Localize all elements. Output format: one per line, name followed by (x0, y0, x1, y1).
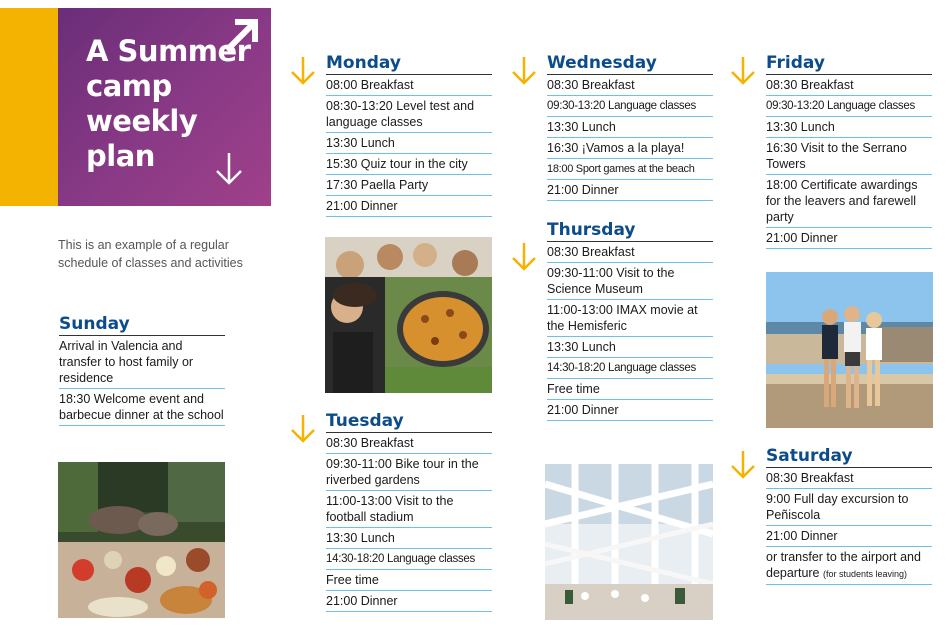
schedule-entry: Arrival in Valencia and transfer to host family or residence (59, 336, 225, 389)
schedule-entry: 18:30 Welcome event and barbecue dinner at the school (59, 389, 225, 426)
arrow-down-icon (511, 242, 537, 272)
schedule-entry: 08:30 Breakfast (547, 242, 713, 263)
day-title: Friday (766, 53, 932, 75)
schedule-entry: 14:30-18:20 Language classes (547, 358, 713, 379)
schedule-entry: 08:30 Breakfast (326, 433, 492, 454)
science-museum-photo (545, 464, 713, 620)
schedule-entry: or transfer to the airport and departure (for students leaving) (766, 547, 932, 585)
schedule-entry: 09:30-13:20 Language classes (766, 96, 932, 117)
schedule-entry: 09:30-11:00 Bike tour in the riverbed gardens (326, 454, 492, 491)
serrano-towers-photo (766, 272, 933, 428)
day-title: Wednesday (547, 53, 713, 75)
schedule-entry: 09:30-13:20 Language classes (547, 96, 713, 117)
day-title: Monday (326, 53, 492, 75)
day-monday (326, 53, 492, 217)
day-wednesday (547, 53, 713, 201)
schedule-entry: 11:00-13:00 IMAX movie at the Hemisferic (547, 300, 713, 337)
schedule-entry: 13:30 Lunch (547, 117, 713, 138)
day-title: Tuesday (326, 411, 492, 433)
arrow-down-icon (730, 450, 756, 480)
accent-bar (0, 8, 58, 206)
arrow-down-icon (511, 56, 537, 86)
schedule-entry: 08:30-13:20 Level test and language classes (326, 96, 492, 133)
schedule-entry: 13:30 Lunch (326, 528, 492, 549)
schedule-entry: 21:00 Dinner (547, 400, 713, 421)
day-tuesday (326, 411, 492, 612)
schedule-entry: 21:00 Dinner (766, 228, 932, 249)
day-sunday (59, 314, 225, 426)
schedule-entry: Free time (547, 379, 713, 400)
schedule-entry: 11:00-13:00 Visit to the football stadium (326, 491, 492, 528)
day-title: Thursday (547, 220, 713, 242)
schedule-entry: 17:30 Paella Party (326, 175, 492, 196)
schedule-entry: Free time (326, 570, 492, 591)
schedule-entry: 08:30 Breakfast (766, 75, 932, 96)
schedule-entry: 08:30 Breakfast (766, 468, 932, 489)
schedule-entry: 13:30 Lunch (326, 133, 492, 154)
day-friday (766, 53, 932, 249)
arrow-down-icon (213, 151, 245, 187)
schedule-entry: 15:30 Quiz tour in the city (326, 154, 492, 175)
footnote: (for students leaving) (822, 569, 908, 579)
day-title: Saturday (766, 446, 932, 468)
schedule-entry: 21:00 Dinner (766, 526, 932, 547)
day-title: Sunday (59, 314, 225, 336)
schedule-entry: 21:00 Dinner (326, 591, 492, 612)
schedule-entry: 16:30 Visit to the Serrano Towers (766, 138, 932, 175)
schedule-entry: 18:00 Certificate awardings for the leavers and farewell party (766, 175, 932, 228)
day-saturday (766, 446, 932, 585)
schedule-entry: 13:30 Lunch (766, 117, 932, 138)
barbecue-photo (58, 462, 225, 618)
arrow-down-icon (290, 414, 316, 444)
schedule-entry: 08:30 Breakfast (547, 75, 713, 96)
arrow-down-icon (290, 56, 316, 86)
title-line: camp (86, 69, 172, 103)
arrow-down-icon (730, 56, 756, 86)
title-line: weekly (86, 104, 198, 138)
schedule-entry: 09:30-11:00 Visit to the Science Museum (547, 263, 713, 300)
schedule-entry: 16:30 ¡Vamos a la playa! (547, 138, 713, 159)
schedule-entry: 14:30-18:20 Language classes (326, 549, 492, 570)
schedule-entry: 9:00 Full day excursion to Peñiscola (766, 489, 932, 526)
schedule-entry: 13:30 Lunch (547, 337, 713, 358)
schedule-entry: 21:00 Dinner (547, 180, 713, 201)
day-thursday (547, 220, 713, 421)
title-box (58, 8, 271, 206)
intro-text: This is an example of a regular schedule of classes and activities (58, 238, 243, 270)
schedule-entry: 18:00 Sport games at the beach (547, 159, 713, 180)
schedule-entry: 08:00 Breakfast (326, 75, 492, 96)
title-line: A Summer (86, 34, 251, 68)
schedule-entry: 21:00 Dinner (326, 196, 492, 217)
title-line: plan (86, 139, 155, 173)
arrow-up-right-icon (223, 14, 263, 54)
paella-photo (325, 237, 492, 393)
